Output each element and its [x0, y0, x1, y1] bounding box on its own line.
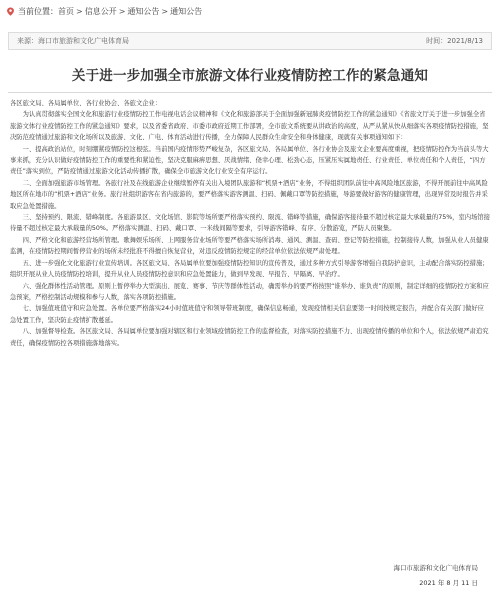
- article-body: [10, 98, 490, 349]
- breadcrumb-separator: >: [76, 6, 83, 16]
- section-paragraph: 三、坚持预约、限流、错峰制度。各旅游景区、文化场馆、影院等场所要严格落实预约、限流、错峰等措施，确保游客接待量不超过核定最大承载量的75%，室内场馆接待量不超过核定最大承载量的50%。严格落实测温、扫码、戴口罩、一米线间隔等要求，引导游客错峰、有序、分散游览，严防人员聚集。: [10, 214, 490, 233]
- breadcrumb-home[interactable]: 首页: [58, 6, 74, 16]
- article-title: 关于进一步加强全市旅游文体行业疫情防控工作的紧急通知: [71, 68, 429, 84]
- breadcrumb-separator: >: [118, 6, 126, 16]
- breadcrumb-info-public[interactable]: 信息公开: [84, 6, 117, 16]
- section-paragraph: 二、全面加强旅游市场管理。各旅行社及在线旅游企业继续暂停有关出入境团队旅游和“机票+酒店”业务，不得组织团队前往中高风险地区旅游，不得开展前往中高风险地区所在地市的“机票+酒店”业务。旅行社组织游客在省内旅游的，要严格落实游客测温、扫码、佩戴口罩等防控措施，导游要做好游客的健康管理，出现异常及时报告并采取应急处置措施。: [10, 179, 488, 210]
- article-meta: [8, 32, 492, 50]
- section-paragraph: 四、严格文化和旅游经营场所管理。歌舞娱乐场所、上网服务营业场所等要严格落实场所消毒、通风、测温、查码、登记等防控措施，控制接待人数，加强从业人员健康监测，在疫情防控期间暂停营业的场所未经批准不得擅自恢复营业，对违反疫情防控规定的经营单位依法依规严肃处理。: [10, 236, 489, 256]
- signature-date: 2021 年 8 月 11 日: [419, 579, 478, 587]
- breadcrumb-notices-current[interactable]: 通知公告: [170, 6, 203, 16]
- section-paragraph: 七、加强值班值守和应急处置。各单位要严格落实24小时值班值守和领导带班制度，确保信息畅通，发现疫情相关信息要第一时间按规定报告，并配合有关部门做好应急处置工作，坚决防止疫情扩散蔓延。: [10, 305, 484, 324]
- section-paragraph: 八、加强督导检查。各区旅文局、各局属单位要加强对辖区和行业领域疫情防控工作的监督检查，对落实防控措施不力、出现疫情传播的单位和个人，依法依规严肃追究责任，确保疫情防控各项措施落地落实。: [10, 328, 489, 347]
- salutation: 各区旅文局、各局属单位、各行业协会、各旅文企业：: [10, 100, 162, 107]
- location-pin-icon: [6, 7, 15, 16]
- section-paragraph: 六、强化群体性活动管理。原则上暂停举办大型演出、展览、赛事、节庆等群体性活动，确需举办的要严格按照“谁举办、谁负责”的原则，制定详细的疫情防控方案和应急预案，严格控制活动规模和参与人数，落实各项防控措施。: [10, 282, 489, 301]
- article-time: 时间：2021/8/13: [426, 37, 483, 45]
- title-divider: [8, 92, 492, 93]
- breadcrumb: [0, 0, 500, 22]
- intro-paragraph: 为认真贯彻落实全国文化和旅游行业疫情防控工作电视电话会议精神和《文化和旅游部关于全面加强新冠肺炎疫情防控工作的紧急通知》《省旅文厅关于进一步加强全省旅游文体行业疫情防控工作的紧急通知》要求，以及省委省政府、市委市政府近期工作部署，全市旅文系统要从讲政治的高度，从严从紧从快从细落实各项疫情防控措施，坚决防范疫情通过旅游和文化场所以及旅游、文化、广电、体育活动进行传播，全力保障人民群众生命安全和身体健康，现就有关事项通知如下：: [10, 111, 489, 142]
- section-paragraph: 五、进一步强化文化旅游行业宣传培训。各区旅文局、各局属单位要加强疫情防控知识的宣传普及，通过多种方式引导游客增强自我防护意识，主动配合落实防控措施；组织开展从业人员疫情防控培训，提升从业人员疫情防控意识和应急处置能力，做到早发现、早报告、早隔离、早治疗。: [10, 259, 489, 279]
- breadcrumb-separator: >: [161, 6, 169, 16]
- signature-org: 海口市旅游和文化广电体育局: [393, 564, 478, 572]
- breadcrumb-prefix: 当前位置：: [18, 6, 58, 16]
- article-source: 来源：海口市旅游和文化广电体育局: [17, 37, 129, 45]
- section-paragraph: 一、提高政治站位，时刻绷紧疫情防控这根弦。当前国内疫情形势严峻复杂，各区旅文局、各局属单位、各行业协会及旅文企业要高度重视，把疫情防控作为当前头等大事来抓，充分认识做好疫情防控工作的重要性和紧迫性，坚决克服麻痹思想、厌战情绪、侥幸心理、松劲心态，压紧压实属地责任、行业责任、单位责任和个人责任，“四方责任”落实到位，严防疫情通过旅游文化活动传播扩散，确保全市旅游文化行业安全有序运行。: [10, 145, 489, 176]
- breadcrumb-notices[interactable]: 通知公告: [127, 6, 160, 16]
